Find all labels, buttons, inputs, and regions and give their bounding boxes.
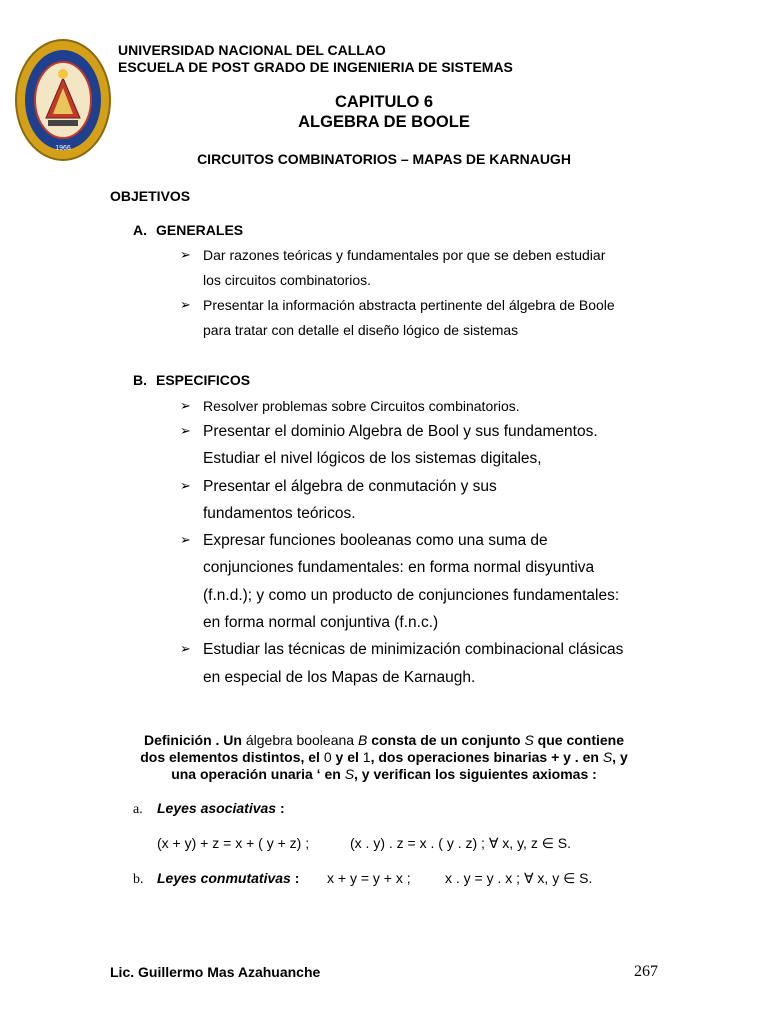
section-letter: A. [133, 222, 147, 238]
footer-author: Lic. Guillermo Mas Azahuanche [110, 964, 321, 980]
law-associative-formula-sum: (x + y) + z = x + ( y + z) ; [157, 835, 310, 851]
section-title: ESPECIFICOS [156, 372, 251, 388]
law-commutative-formula-product: x . y = y . x ; ∀ x, y ∈ S. [445, 870, 593, 886]
law-commutative-formula-sum: x + y = y + x ; [327, 870, 411, 886]
list-item-continuation: conjunciones fundamentales: en forma normal disyuntiva [203, 559, 595, 576]
arrowhead-bullet-icon: ➢ [180, 641, 191, 656]
chapter-number: CAPITULO 6 [334, 93, 434, 111]
list-item-continuation: los circuitos combinatorios. [203, 272, 372, 288]
list-item-continuation: (f.n.d.); y como un producto de conjunciones fundamentales: [203, 587, 620, 604]
school-name: ESCUELA DE POST GRADO DE INGENIERIA DE SISTEMAS [118, 59, 513, 75]
list-item-continuation: en especial de los Mapas de Karnaugh. [203, 669, 476, 686]
section-title: GENERALES [156, 222, 244, 238]
list-item-continuation: fundamentos teóricos. [203, 505, 356, 522]
list-item-continuation: en forma normal conjuntiva (f.n.c.) [203, 614, 439, 631]
chapter-subtitle: CIRCUITOS COMBINATORIOS – MAPAS DE KARNAUGH [197, 151, 571, 167]
section-general-heading [133, 222, 243, 238]
section-letter: B. [133, 372, 147, 388]
definition-line-1: Definición . Un álgebra booleana B consta de un conjunto S que contiene [143, 732, 625, 748]
university-name: UNIVERSIDAD NACIONAL DEL CALLAO [118, 42, 386, 58]
definition-line-3: una operación unaria ‘ en S, y verifican los siguientes axiomas : [171, 766, 597, 782]
page-number: 267 [634, 963, 658, 980]
list-item-continuation: para tratar con detalle el diseño lógico de sistemas [203, 322, 519, 338]
definition-line-2: dos elementos distintos, el 0 y el 1, dos operaciones binarias + y . en S, y [140, 749, 628, 765]
arrowhead-bullet-icon: ➢ [180, 398, 191, 413]
arrowhead-bullet-icon: ➢ [180, 297, 191, 312]
arrowhead-bullet-icon: ➢ [180, 423, 191, 438]
law-associative-formula-product: (x . y) . z = x . ( y . z) ; ∀ x, y, z ∈ S. [350, 835, 572, 851]
arrowhead-bullet-icon: ➢ [180, 478, 191, 493]
law-commutative-heading: b. Leyes conmutativas : [133, 870, 300, 887]
svg-text:1966: 1966 [55, 145, 71, 152]
chapter-title: ALGEBRA DE BOOLE [298, 113, 470, 131]
arrowhead-bullet-icon: ➢ [180, 247, 191, 262]
law-associative-heading: a. Leyes asociativas : [133, 800, 285, 817]
list-item-continuation: Estudiar el nivel lógicos de los sistemas digitales, [203, 450, 542, 467]
arrowhead-bullet-icon: ➢ [180, 532, 191, 547]
objectives-heading: OBJETIVOS [110, 188, 191, 204]
section-specific-heading [133, 372, 250, 388]
